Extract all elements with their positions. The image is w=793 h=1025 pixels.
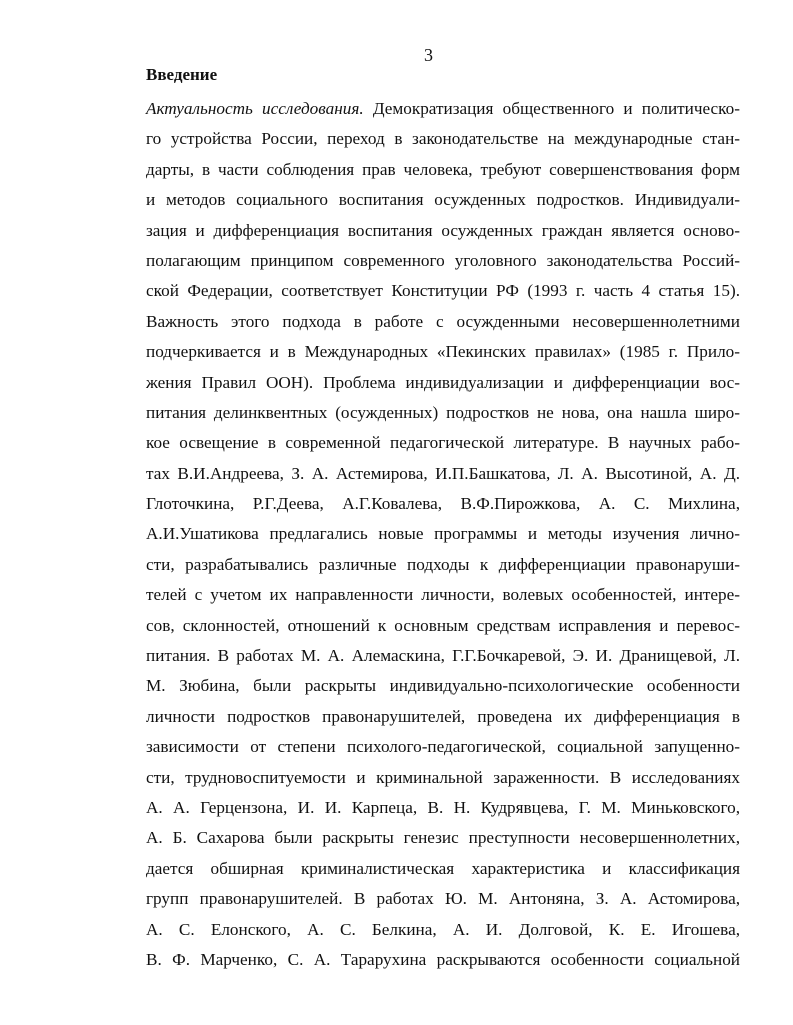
text-line-15: А.И.Ушатикова предлагались новые программы и методы изучения лично- bbox=[146, 524, 740, 544]
text-line-27: групп правонарушителей. В работах Ю. М. Антоняна, З. А. Астомирова, bbox=[146, 889, 740, 909]
text-line-8: Важность этого подхода в работе с осужденными несовершеннолетними bbox=[146, 311, 740, 331]
text-line-4: и методов социального воспитания осужденных подростков. Индивидуали- bbox=[146, 190, 740, 210]
text-line-12: кое освещение в современной педагогической литературе. В научных рабо- bbox=[146, 433, 740, 453]
lead-phrase: Актуальность исследования. bbox=[146, 99, 364, 118]
text-line-1 bbox=[146, 94, 740, 124]
text-line-29: В. Ф. Марченко, С. А. Тарарухина раскрываются особенности социальной bbox=[146, 949, 740, 969]
page-number: 3 bbox=[424, 45, 433, 65]
text-line-21: личности подростков правонарушителей, проведена их дифференциация в bbox=[146, 706, 740, 726]
text-line-25: А. Б. Сахарова были раскрыты генезис преступности несовершеннолетних, bbox=[146, 828, 740, 848]
text-line-7: ской Федерации, соответствует Конституции РФ (1993 г. часть 4 статья 15). bbox=[146, 281, 740, 301]
text-line-26: дается обширная криминалистическая характеристика и классификация bbox=[146, 858, 740, 878]
text-line-1-rest: Демократизация общественного и политическо- bbox=[363, 99, 740, 118]
text-line-2: го устройства России, переход в законодательстве на международные стан- bbox=[146, 129, 740, 149]
text-line-17: телей с учетом их направленности личности, волевых особенностей, интере- bbox=[146, 585, 740, 605]
text-line-19: питания. В работах М. А. Алемаскина, Г.Г.Бочкаревой, Э. И. Дранищевой, Л. bbox=[146, 646, 740, 666]
text-line-28: А. С. Елонского, А. С. Белкина, А. И. Долговой, К. Е. Игошева, bbox=[146, 919, 740, 939]
text-line-16: сти, разрабатывались различные подходы к дифференциации правонаруши- bbox=[146, 554, 740, 574]
text-line-9: подчеркивается и в Международных «Пекинских правилах» (1985 г. Прило- bbox=[146, 342, 740, 362]
text-line-20: М. Зюбина, были раскрыты индивидуально-психологические особенности bbox=[146, 676, 740, 696]
text-line-24: А. А. Герцензона, И. И. Карпеца, В. Н. Кудрявцева, Г. М. Миньковского, bbox=[146, 797, 740, 817]
text-line-13: тах В.И.Андреева, З. А. Астемирова, И.П.Башкатова, Л. А. Высотиной, А. Д. bbox=[146, 463, 740, 483]
text-line-3: дарты, в части соблюдения прав человека, требуют совершенствования форм bbox=[146, 159, 740, 179]
text-line-5: зация и дифференциация воспитания осужденных граждан является осново- bbox=[146, 220, 740, 240]
text-line-6: полагающим принципом современного уголовного законодательства Россий- bbox=[146, 250, 740, 270]
text-line-23: сти, трудновоспитуемости и криминальной зараженности. В исследованиях bbox=[146, 767, 740, 787]
text-line-11: питания делинквентных (осужденных) подростков не нова, она нашла широ- bbox=[146, 402, 740, 422]
text-line-14: Глоточкина, Р.Г.Деева, А.Г.Ковалева, В.Ф.Пирожкова, А. С. Михлина, bbox=[146, 494, 740, 514]
text-line-18: сов, склонностей, отношений к основным средствам исправления и перевос- bbox=[146, 615, 740, 635]
text-line-22: зависимости от степени психолого-педагогической, социальной запущенно- bbox=[146, 737, 740, 757]
section-heading: Введение bbox=[146, 65, 218, 84]
body-text bbox=[146, 94, 740, 975]
text-line-10: жения Правил ООН). Проблема индивидуализации и дифференциации вос- bbox=[146, 372, 740, 392]
